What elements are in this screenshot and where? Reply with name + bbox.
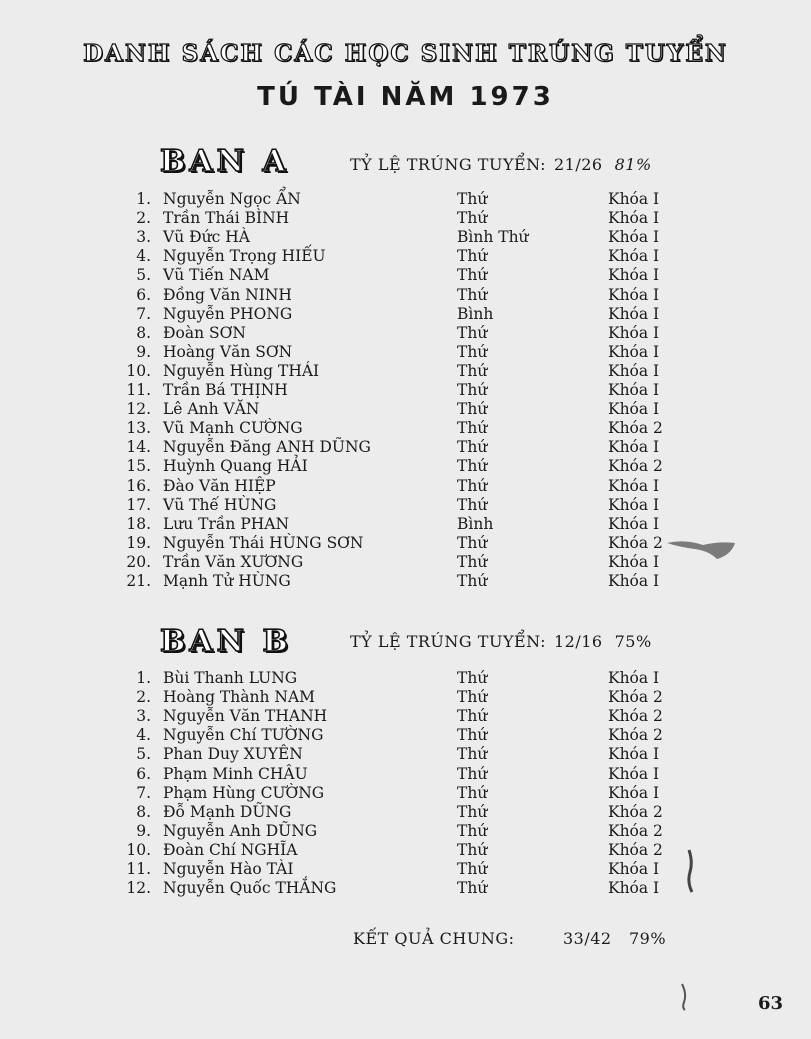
student-term: Khóa 2 [608, 726, 663, 745]
overall-result [353, 929, 667, 948]
student-grade: Thứ [457, 419, 488, 438]
student-term: Khóa I [608, 247, 660, 266]
student-name: Đỗ Mạnh DŨNG [163, 802, 292, 821]
ban-b-pass-rate [350, 632, 652, 651]
student-number: 9. [136, 342, 151, 361]
ban-a-rate-percent: 81% [614, 155, 652, 174]
student-name: Hoàng Văn SƠN [163, 342, 293, 361]
student-term: Khóa 2 [608, 802, 663, 821]
student-term: Khóa I [608, 400, 660, 419]
student-name: Nguyễn Đăng ANH DŨNG [163, 438, 371, 457]
student-number: 4. [136, 247, 151, 266]
student-number: 12. [126, 400, 151, 419]
student-number: 2. [136, 688, 151, 707]
student-grade: Thứ [457, 190, 488, 208]
student-number: 4. [136, 726, 151, 745]
ban-b-rate-label: TỶ LỆ TRÚNG TUYỂN: [350, 632, 546, 651]
student-grade: Thứ [457, 533, 488, 552]
student-name: Trần Văn XƯƠNG [163, 552, 304, 571]
student-name: Đồng Văn NINH [163, 285, 292, 304]
student-grade: Thứ [457, 495, 488, 514]
student-term: Khóa I [608, 860, 660, 878]
student-row [0, 496, 811, 515]
student-name: Phạm Minh CHÂU [163, 764, 308, 783]
student-grade: Thứ [457, 669, 488, 687]
ban-b-rate-percent: 75% [614, 632, 652, 651]
student-name: Nguyễn Trọng HIẾU [163, 247, 326, 266]
overall-fraction: 33/42 [563, 929, 612, 948]
student-number: 21. [126, 572, 151, 590]
student-row [0, 343, 811, 362]
student-number: 20. [126, 552, 151, 571]
student-name: Mạnh Tử HÙNG [163, 572, 291, 590]
student-term: Khóa 2 [608, 840, 663, 859]
student-row [0, 362, 811, 381]
student-name: Vũ Thế HÙNG [163, 495, 277, 514]
student-name: Đoàn Chí NGHĨA [163, 840, 298, 859]
student-grade: Thứ [457, 438, 488, 457]
student-grade: Thứ [457, 400, 488, 419]
student-row [0, 822, 811, 841]
student-name: Lưu Trần PHAN [163, 514, 290, 533]
ban-b-heading: BAN B [160, 624, 292, 659]
student-number: 1. [136, 190, 151, 208]
student-name: Nguyễn Ngọc ẨN [163, 190, 301, 208]
student-term: Khóa I [608, 304, 660, 323]
student-term: Khóa 2 [608, 821, 663, 840]
page-number: 63 [758, 993, 784, 1014]
ink-mark-small [678, 982, 690, 1012]
student-row [0, 572, 811, 591]
student-row [0, 286, 811, 305]
student-grade: Thứ [457, 457, 488, 476]
student-grade: Bình [457, 514, 494, 533]
student-name: Nguyễn Chí TƯỜNG [163, 726, 324, 745]
student-row [0, 190, 811, 209]
student-term: Khóa I [608, 381, 660, 399]
student-term: Khóa I [608, 783, 660, 802]
student-number: 8. [136, 323, 151, 342]
student-row [0, 745, 811, 764]
student-number: 5. [136, 266, 151, 285]
student-term: Khóa 2 [608, 688, 663, 707]
student-term: Khóa I [608, 764, 660, 783]
student-grade: Thứ [457, 764, 488, 783]
student-grade: Thứ [457, 879, 488, 898]
student-term: Khóa I [608, 438, 660, 457]
student-name: Nguyễn Hùng THÁI [163, 361, 320, 380]
student-term: Khóa I [608, 323, 660, 342]
student-term: Khóa I [608, 572, 660, 590]
student-name: Trần Bá THỊNH [163, 381, 288, 399]
student-row [0, 515, 811, 534]
student-number: 14. [126, 438, 151, 457]
student-name: Nguyễn PHONG [163, 304, 293, 323]
student-number: 10. [126, 361, 151, 380]
student-name: Bùi Thanh LUNG [163, 669, 298, 687]
student-number: 2. [136, 209, 151, 228]
student-name: Vũ Đức HÀ [163, 228, 250, 247]
student-number: 6. [136, 285, 151, 304]
document-title: DANH SÁCH CÁC HỌC SINH TRÚNG TUYỂN [83, 40, 728, 67]
ban-a-heading: BAN A [160, 144, 290, 179]
student-term: Khóa I [608, 228, 660, 247]
student-name: Nguyễn Anh DŨNG [163, 821, 318, 840]
student-row [0, 669, 811, 688]
student-grade: Thứ [457, 860, 488, 878]
student-row [0, 477, 811, 496]
student-grade: Thứ [457, 745, 488, 764]
student-name: Phan Duy XUYÊN [163, 745, 303, 764]
student-grade: Thứ [457, 726, 488, 745]
student-row [0, 457, 811, 476]
student-name: Lê Anh VĂN [163, 400, 260, 419]
student-grade: Thứ [457, 707, 488, 726]
student-name: Vũ Mạnh CƯỜNG [163, 419, 303, 438]
student-grade: Thứ [457, 361, 488, 380]
student-grade: Thứ [457, 552, 488, 571]
student-row [0, 266, 811, 285]
student-grade: Thứ [457, 285, 488, 304]
student-number: 18. [126, 514, 151, 533]
student-name: Huỳnh Quang HẢI [163, 457, 308, 476]
student-row [0, 324, 811, 343]
student-term: Khóa I [608, 879, 660, 898]
student-name: Nguyễn Quốc THẮNG [163, 879, 337, 898]
student-term: Khóa I [608, 745, 660, 764]
student-row [0, 438, 811, 457]
student-number: 17. [126, 495, 151, 514]
student-term: Khóa I [608, 285, 660, 304]
student-grade: Thứ [457, 381, 488, 399]
student-row [0, 688, 811, 707]
student-term: Khóa I [608, 209, 660, 228]
student-name: Hoàng Thành NAM [163, 688, 316, 707]
student-name: Đào Văn HIỆP [163, 476, 276, 495]
student-term: Khóa I [608, 266, 660, 285]
student-grade: Thứ [457, 266, 488, 285]
student-grade: Thứ [457, 840, 488, 859]
student-row [0, 784, 811, 803]
student-number: 19. [126, 533, 151, 552]
ban-a-pass-rate [350, 155, 652, 174]
student-name: Vũ Tiến NAM [163, 266, 270, 285]
student-number: 1. [136, 669, 151, 687]
ban-b-rate-fraction: 12/16 [554, 632, 603, 651]
student-grade: Thứ [457, 342, 488, 361]
student-term: Khóa 2 [608, 707, 663, 726]
student-number: 7. [136, 304, 151, 323]
student-row [0, 228, 811, 247]
student-row [0, 726, 811, 745]
student-grade: Thứ [457, 802, 488, 821]
student-term: Khóa I [608, 342, 660, 361]
student-number: 6. [136, 764, 151, 783]
student-number: 5. [136, 745, 151, 764]
student-number: 11. [126, 381, 151, 399]
student-number: 8. [136, 802, 151, 821]
student-number: 12. [126, 879, 151, 898]
student-term: Khóa I [608, 190, 660, 208]
student-term: Khóa 2 [608, 457, 663, 476]
student-number: 10. [126, 840, 151, 859]
student-term: Khóa 2 [608, 533, 663, 552]
student-name: Nguyễn Văn THANH [163, 707, 328, 726]
student-name: Nguyễn Thái HÙNG SƠN [163, 533, 364, 552]
student-grade: Thứ [457, 209, 488, 228]
student-number: 9. [136, 821, 151, 840]
ink-smudge [665, 533, 740, 563]
student-number: 11. [126, 860, 151, 878]
student-name: Nguyễn Hào TÀI [163, 860, 294, 878]
overall-percent: 79% [629, 929, 667, 948]
overall-label: KẾT QUẢ CHUNG: [353, 929, 515, 948]
ink-mark [683, 848, 697, 896]
student-grade: Bình Thứ [457, 228, 529, 247]
ban-a-rate-fraction: 21/26 [554, 155, 603, 174]
student-grade: Thứ [457, 783, 488, 802]
student-term: Khóa I [608, 361, 660, 380]
student-grade: Thứ [457, 323, 488, 342]
student-name: Đoàn SƠN [163, 323, 246, 342]
student-term: Khóa I [608, 476, 660, 495]
document-subtitle: TÚ TÀI NĂM 1973 [257, 82, 554, 112]
student-number: 7. [136, 783, 151, 802]
student-grade: Thứ [457, 476, 488, 495]
ban-a-rate-label: TỶ LỆ TRÚNG TUYỂN: [350, 155, 546, 174]
student-number: 16. [126, 476, 151, 495]
student-row [0, 803, 811, 822]
student-name: Trần Thái BÌNH [163, 209, 290, 228]
student-term: Khóa I [608, 495, 660, 514]
student-grade: Bình [457, 304, 494, 323]
student-grade: Thứ [457, 821, 488, 840]
student-row [0, 209, 811, 228]
student-row [0, 247, 811, 266]
student-term: Khóa I [608, 552, 660, 571]
student-number: 15. [126, 457, 151, 476]
student-number: 13. [126, 419, 151, 438]
student-grade: Thứ [457, 247, 488, 266]
student-term: Khóa I [608, 514, 660, 533]
student-term: Khóa 2 [608, 419, 663, 438]
student-grade: Thứ [457, 688, 488, 707]
student-name: Phạm Hùng CƯỜNG [163, 783, 325, 802]
student-row [0, 707, 811, 726]
student-term: Khóa I [608, 669, 660, 687]
student-grade: Thứ [457, 572, 488, 590]
student-row [0, 765, 811, 784]
student-row [0, 381, 811, 400]
student-row [0, 305, 811, 324]
student-row [0, 419, 811, 438]
student-number: 3. [136, 707, 151, 726]
student-row [0, 400, 811, 419]
student-number: 3. [136, 228, 151, 247]
